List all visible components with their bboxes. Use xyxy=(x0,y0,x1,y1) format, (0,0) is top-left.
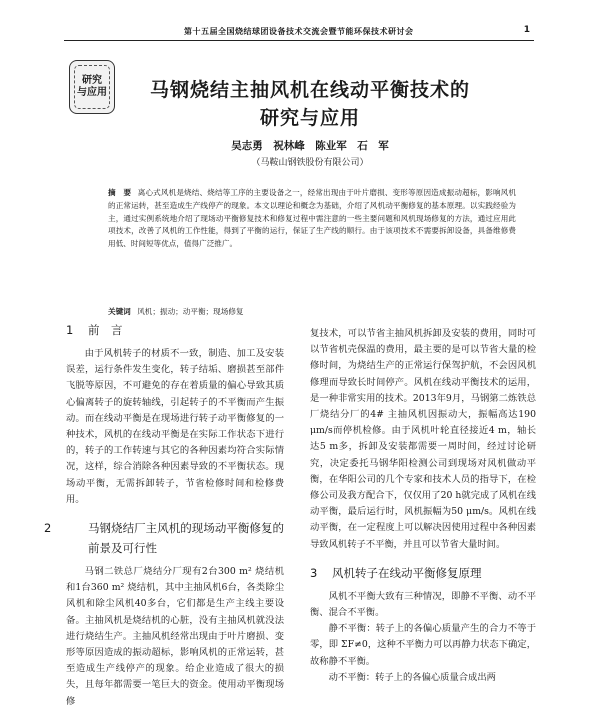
authors: 吴志勇 祝林峰 陈业军 石 军 xyxy=(231,140,389,152)
left-column xyxy=(44,320,284,710)
column-badge xyxy=(69,60,115,114)
section-3-paragraph-2: 静不平衡：转子上的各偏心质量产生的合力不等于零，即 ΣF≠0，这种不平衡力可以再静力状态下确定，故称静不平衡。 xyxy=(310,623,536,667)
right-column xyxy=(310,326,536,686)
column-badge-inner xyxy=(74,65,110,109)
section-1-paragraph: 由于风机转子的材质不一致，制造、加工及安装误差，运行条件发生变化，转子结垢、磨损甚至部件飞脱等原因，不可避免的存在着质量的偏心导致其质心偏离转子的旋转轴线，引起转子的不平衡而产生振动。而在线动平衡是在现场进行转子动平衡修复的一种技术，风机的在线动平衡是在实际工作状态下进行的，转子的工作转速与其它的各种因素均符合实际情况，这样，综合消除各种因素导致的不平衡状态。现场动平衡，无需拆卸转子，节省检修时间和检修费用。 xyxy=(66,348,284,505)
abstract-label: 摘 要 xyxy=(108,188,132,197)
paper-title xyxy=(120,76,500,132)
section-3-paragraph-1: 风机不平衡大致有三种情况，即静不平衡、动不平衡、混合不平衡。 xyxy=(310,590,536,619)
section-1-heading xyxy=(66,320,284,340)
section-2-title: 马钢烧结厂主风机的现场动平衡修复的前景及可行性 xyxy=(88,521,284,556)
keywords xyxy=(108,306,516,318)
keywords-text: 风机；振动；动平衡；现场修复 xyxy=(137,307,244,316)
section-2-paragraph-2: 复技术，可以节省主抽风机拆卸及安装的费用，同时可以节省机壳保温的费用，最主要的是可以节省大量的检修时间，为烧结生产的正常运行保驾护航，不会因风机修理而导致长时间停产。风机在线动平衡技术的运用，是一种非常实用的技术。2013年9月，马钢第二炼铁总厂烧结分厂的4# 主抽风机因振动大，振幅高达190 μm/s而停机检修。由于风机叶轮直径接近4 m，轴长达5 m多，拆卸及安装都需要一周时间，经过讨论研究，决定委托马钢华阳检测公司到现场对风机做动平衡，在华阳公司的几个专家和技术人员的指导下，在检修公司及我方配合下，仅仅用了20 h就完成了风机在线动平衡，最后运行时，风机振幅为50 μm/s。风机在线动平衡，在一定程度上可以解决因使用过程中各种因素导致风机转子不平衡，并且可以节省大量时间。 xyxy=(310,328,536,550)
keywords-label: 关键词 xyxy=(108,307,131,316)
section-3-heading xyxy=(310,563,536,583)
section-2-number: 2 xyxy=(44,521,52,536)
section-3-paragraph-3: 动不平衡：转子上的各偏心质量合成出两 xyxy=(328,671,496,683)
running-header xyxy=(64,20,534,41)
section-3-number: 3 xyxy=(310,565,318,580)
section-2-paragraph-1: 马钢二铁总厂烧结分厂现有2台300 m² 烧结机和1台360 m² 烧结机，其中主抽风机6台，各类除尘风机和除尘风机40多台，它们都是生产主线主要设备。主抽风机是烧结机的心脏，没有主抽风机就没法进行烧结生产。主抽风机经常出现由于叶片磨损、变形等原因造成的振动超标，影响风机的正常运转，甚至造成生产线停产的现象。给企业造成了很大的损失，且每年都需要一笔巨大的资金。使用动平衡现场修 xyxy=(66,566,284,707)
journal-name: 第十五届全国烧结球团设备技术交流会暨节能环保技术研讨会 xyxy=(184,27,414,36)
page-number: 1 xyxy=(523,25,530,35)
badge-line-1: 研究 xyxy=(82,75,102,86)
abstract xyxy=(108,187,516,251)
affiliation: （马鞍山钢铁股份有限公司） xyxy=(251,158,369,168)
section-3-title: 风机转子在线动平衡修复原理 xyxy=(332,565,482,580)
badge-line-2: 与应用 xyxy=(77,87,107,98)
title-line-1: 马钢烧结主抽风机在线动平衡技术的 xyxy=(149,79,470,101)
section-1-number: 1 xyxy=(66,323,74,337)
abstract-text: 离心式风机是烧结、烧结等工序的主要设备之一，经常出现由于叶片磨损、变形等原因造成振动超标，影响风机的正常运转，甚至造成生产线停产的现象。本文以理论和概念为基础，介绍了风机动平衡修复的基本原理。以实践经验为主，通过实例系统地介绍了现场动平衡修复技术和修复过程中需注意的一些主要问题和风机现场修复的方法，通过应用此项技术，改善了风机的工作性能，得到了平衡的运行，保证了生产线的顺行。由于该项技术不需要拆卸设备，具备维修费用低、时间短等优点，值得广泛推广。 xyxy=(108,188,516,249)
section-2-heading xyxy=(44,518,284,558)
title-line-2: 研究与应用 xyxy=(259,107,360,129)
section-1-title: 前 言 xyxy=(88,323,123,337)
